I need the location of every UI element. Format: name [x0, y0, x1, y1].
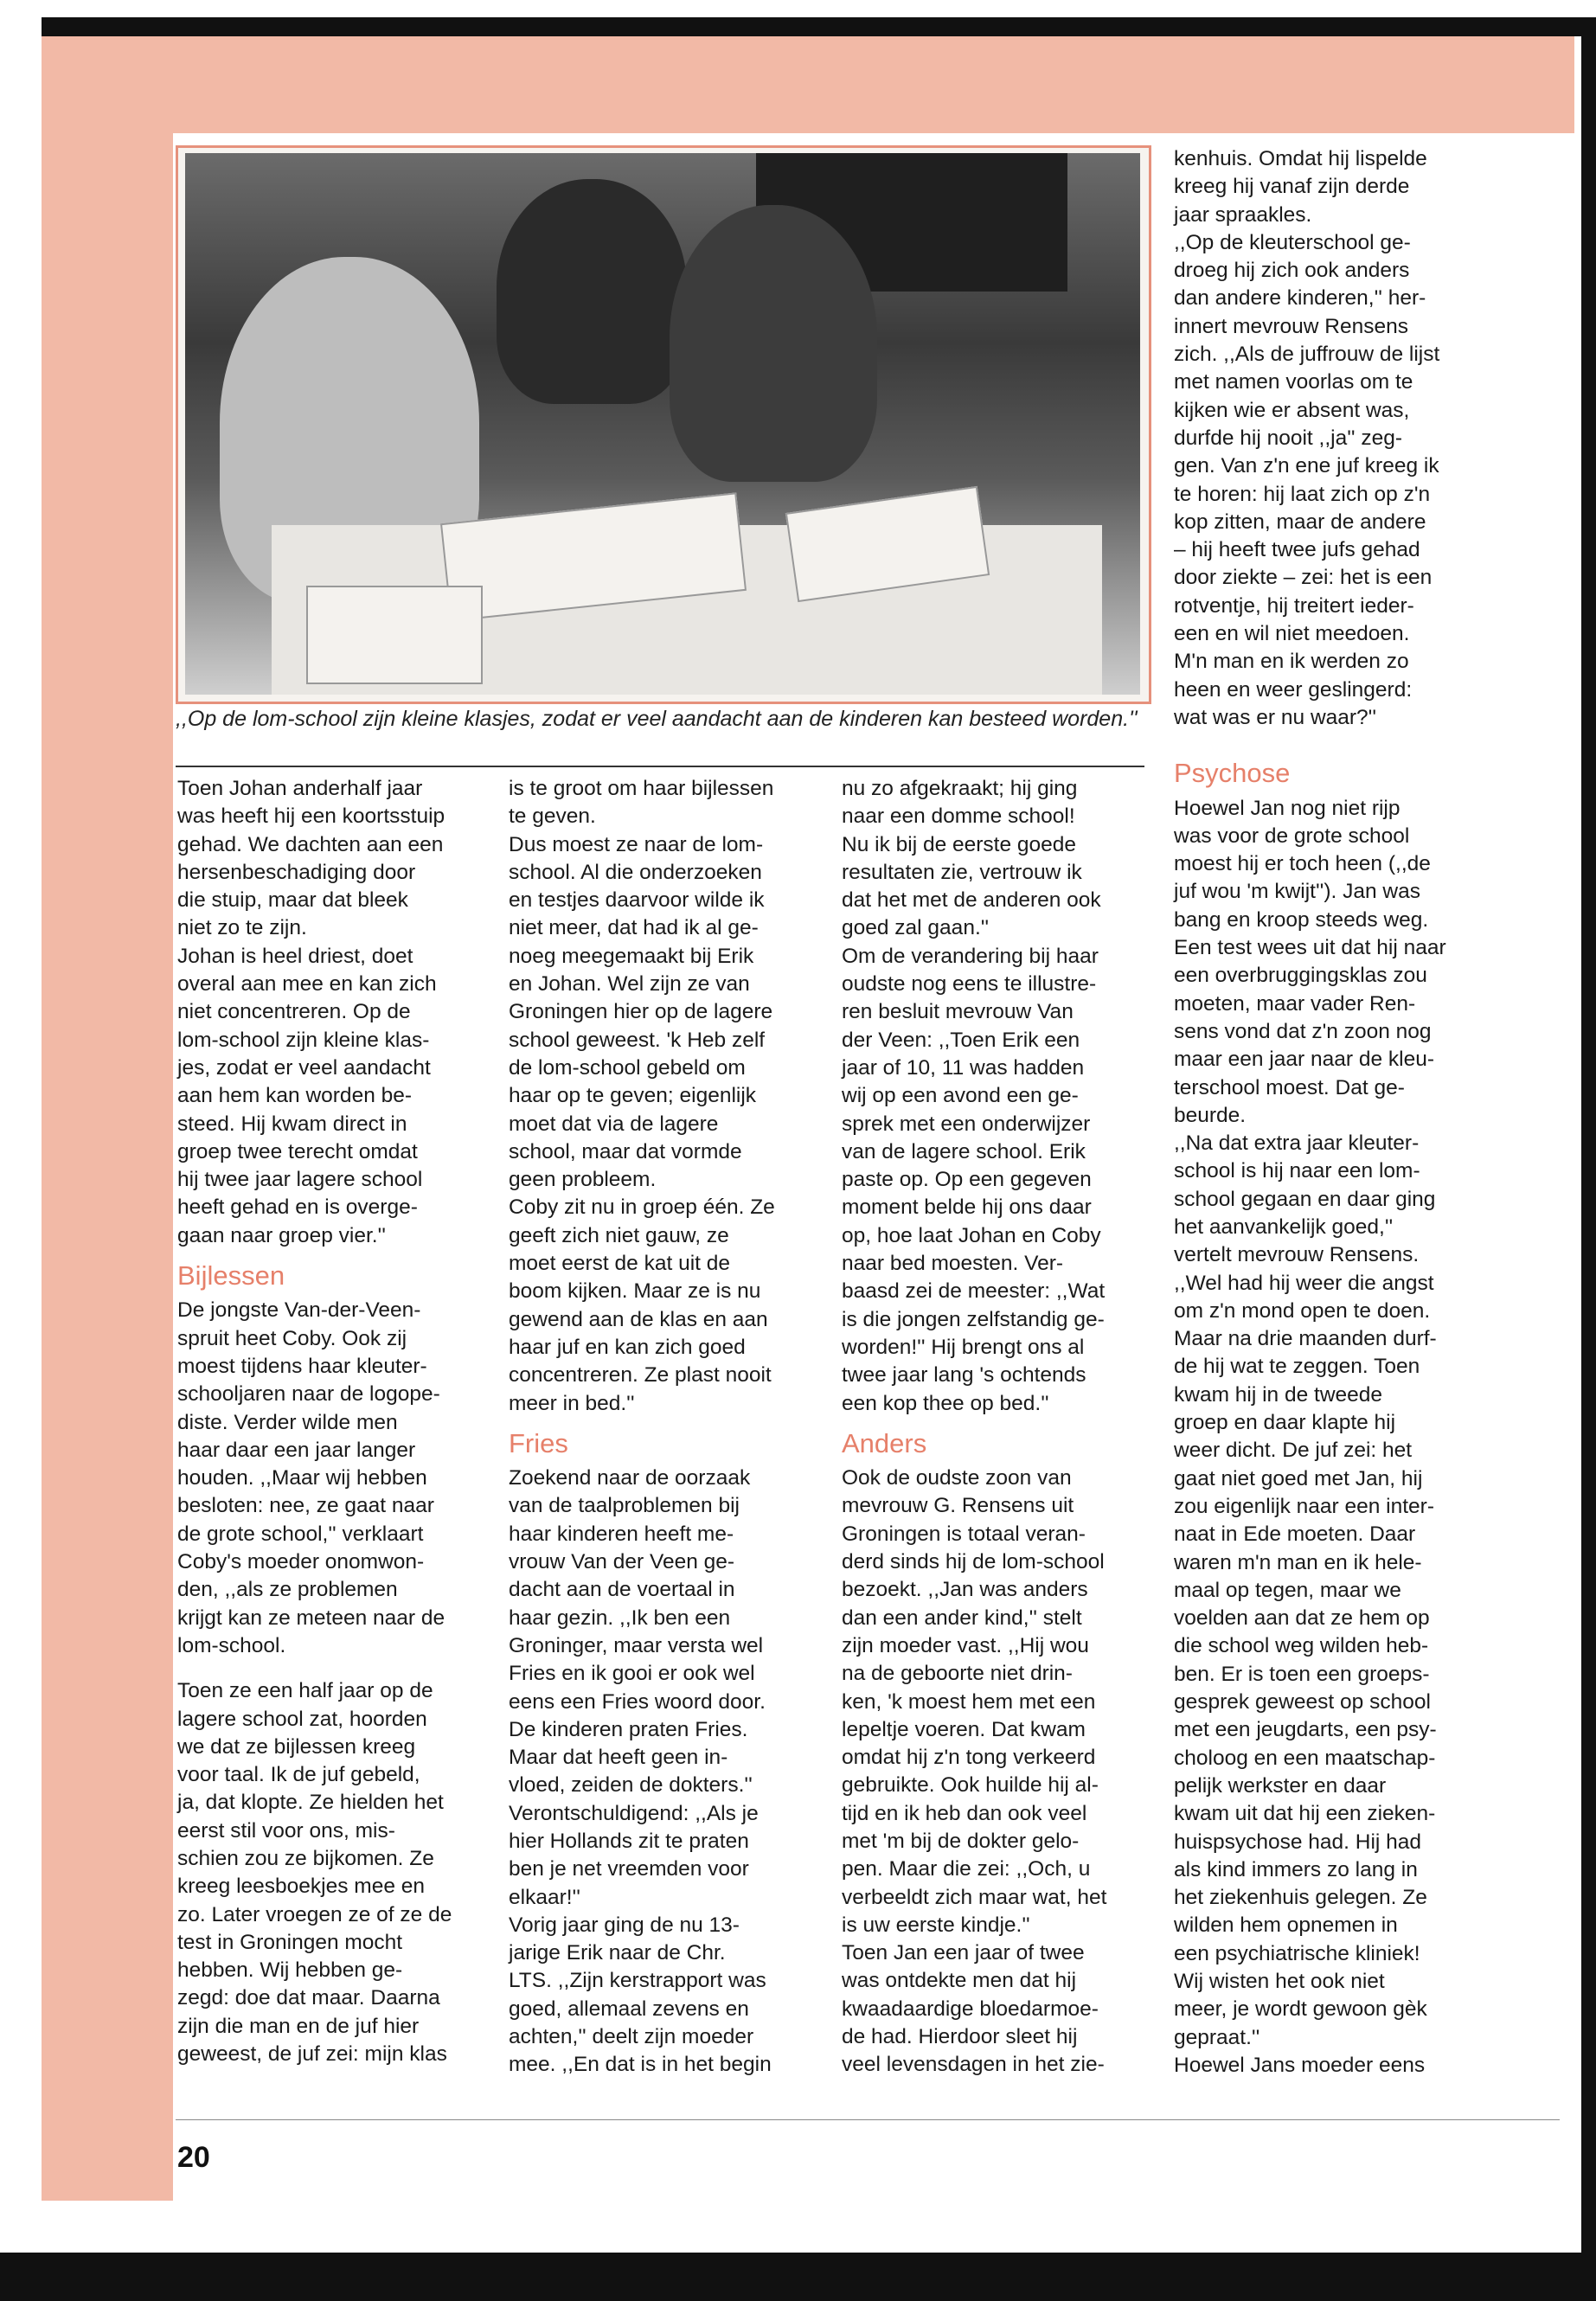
teacher: [497, 179, 687, 404]
column-3: [842, 775, 1153, 2080]
heading-anders: Anders: [842, 1427, 927, 1458]
page-number: 20: [177, 2141, 210, 2174]
caption-rule: [176, 766, 1144, 767]
pink-border-left: [42, 133, 173, 2201]
col4-paragraph-1: kenhuis. Omdat hij lispelde kreeg hij vanaf zijn derde jaar spraakles. ,,Op de kleuterschool ge- droeg hij zich ook anders dan andere kinderen,'' her- innert mevrouw Rensens zich. ,,Als de juffrouw de lijst met namen voorlas om te kijken wie er absent was, durfde hij nooit ,,ja'' zeg- gen. Van z'n ene juf kreeg ik te horen: hij laat zich op z'n kop zitten, maar de andere – hij heeft twee jufs gehad door ziekte – zei: het is een rotventje, hij treitert ieder- een en wil niet meedoen. M'n man en ik werden zo heen en weer geslingerd: wat was er nu waar?'': [1174, 147, 1440, 729]
col2-paragraph-2: Zoekend naar de oorzaak van de taalproblemen bij haar kinderen heeft me- vrouw Van der Veen ge- dacht aan de voertaal in haar gezin. ,,Ik ben een Groninger, maar versta wel Fries en ik gooi er ook wel eens een Fries woord door. De kinderen praten Fries. Maar dat heeft geen in- vloed, zeiden de dokters.'' Verontschuldigend: ,,Als je hier Hollands zit te praten ben je net vreemden voor elkaar!'' Vorig jaar ging de nu 13- jarige Erik naar de Chr. LTS. ,,Zijn kerstrapport was goed, allemaal zevens en achten,'' deelt zijn moeder mee. ,,En dat is in het begin: [509, 1466, 772, 2077]
photo: [176, 145, 1151, 704]
column-4: [1174, 145, 1485, 2080]
scan-border-top: [42, 17, 1596, 36]
col2-paragraph-1: is te groot om haar bijlessen te geven. Dus moest ze naar de lom- school. Al die onderzoeken en testjes daarvoor wilde ik niet meer, dat had ik al ge- noeg meegemaakt bij Erik en Johan. Wel zijn ze van Groningen hier op de lagere school geweest. 'k Heb zelf de lom-school gebeld om haar op te geven; eigenlijk moet dat via de lagere school, maar dat vormde geen probleem. Coby zit nu in groep één. Ze geeft zich niet gauw, ze moet eerst de kat uit de boom kijken. Maar ze is nu gewend aan de klas en aan haar juf en kan zich goed concentreren. Ze plast nooit meer in bed.'': [509, 777, 775, 1415]
classroom-photo: [185, 153, 1140, 695]
col4-paragraph-2: Hoewel Jan nog niet rijp was voor de grote school moest hij er toch heen (,,de juf wou 'm kwijt''). Jan was bang en kroop steeds weg. Een test wees uit dat hij naar een overbruggingsklas zou moeten, maar vader Ren- sens vond dat z'n zoon nog maar een jaar naar de kleu- terschool moest. Dat ge- beurde. ,,Na dat extra jaar kleuter- school is hij naar een lom- school gegaan en daar ging het aanvankelijk goed,'' vertelt mevrouw Rensens. ,,Wel had hij weer die angst om z'n mond open te doen. Maar na drie maanden durf- de hij wat te zeggen. Toen kwam hij in de tweede groep en daar klapte hij weer dicht. De juf zei: het gaat niet goed met Jan, hij zou eigenlijk naar een inter- naat in Ede moeten. Daar waren m'n man en ik hele- maal op tegen, maar we voelden aan dat ze hem op die school weg wilden heb- ben. Er is toen een groeps- gesprek geweest op school met een jeugdarts, een psy- choloog en een maatschap- pelijk werkster en daar kwam uit dat hij een zieken- huispsychose had. Hij had als kind immers zo lang in het ziekenhuis gelegen. Ze wilden hem opnemen in een psychiatrische kliniek! Wij wisten het ook niet meer, je wordt gewoon gèk gepraat.'' Hoewel Jans moeder eens: [1174, 796, 1446, 2077]
heading-fries: Fries: [509, 1427, 568, 1458]
col1-paragraph-2: De jongste Van-der-Veen- spruit heet Coby. Ook zij moest tijdens haar kleuter- schooljaren naar de logope- diste. Verder wilde men haar daar een jaar langer houden. ,,Maar wij hebben besloten: nee, ze gaat naar de grote school,'' verklaart Coby's moeder onomwon- den, ,,als ze problemen krijgt kan ze meteen naar de lom-school.: [177, 1298, 445, 1657]
pink-border-top: [42, 36, 1574, 133]
photo-caption: ,,Op de lom-school zijn kleine klasjes, zodat er veel aandacht aan de kinderen kan besteed worden.'': [176, 707, 1138, 731]
col3-paragraph-2: Ook de oudste zoon van mevrouw G. Rensens uit Groningen is totaal veran- derd sinds hij de lom-school bezoekt. ,,Jan was anders dan een ander kind,'' stelt zijn moeder vast. ,,Hij wou na de geboorte niet drin- ken, 'k moest hem met een lepeltje voeren. Dat kwam omdat hij z'n tong verkeerd gebruikte. Ook huilde hij al- tijd en ik heb dan ook veel met 'm bij de dokter gelo- pen. Maar die zei: ,,Och, u verbeeldt zich maar wat, het is uw eerste kindje.'' Toen Jan een jaar of twee was ontdekte men dat hij kwaadaardige bloedarmoe- de had. Hierdoor sleet hij veel levensdagen in het zie-: [842, 1466, 1107, 2077]
column-1: [177, 775, 489, 2068]
heading-psychose: Psychose: [1174, 758, 1291, 789]
col3-paragraph-1: nu zo afgekraakt; hij ging naar een domme school! Nu ik bij de eerste goede resultaten zie, vertrouw ik dat het met de anderen ook goed zal gaan.'' Om de verandering bij haar oudste nog eens te illustre- ren besluit mevrouw Van der Veen: ,,Toen Erik een jaar of 10, 11 was hadden wij op een avond een ge- sprek met een onderwijzer van de lagere school. Erik paste op. Op een gegeven moment belde hij ons daar op, hoe laat Johan en Coby naar bed moesten. Ver- baasd zei de meester: ,,Wat is die jongen zelfstandig ge- worden!'' Hij brengt ons al twee jaar lang 's ochtends een kop thee op bed.'': [842, 777, 1106, 1415]
col1-paragraph-3: Toen ze een half jaar op de lagere school zat, hoorden we dat ze bijlessen kreeg voor taal. Ik de juf gebeld, ja, dat klopte. Ze hielden het eerst stil voor ons, mis- schien zou ze bijkomen. Ze kreeg leesboekjes mee en zo. Later vroegen ze of ze de test in Groningen mocht hebben. Wij hebben ge- zegd: doe dat maar. Daarna zijn die man en de juf hier geweest, de juf zei: mijn klas: [177, 1679, 452, 2067]
bottom-rule: [176, 2119, 1560, 2120]
col1-paragraph-1: Toen Johan anderhalf jaar was heeft hij een koortsstuip gehad. We dachten aan een hersenbeschadiging door die stuip, maar dat bleek niet zo te zijn. Johan is heel driest, doet overal aan mee en kan zich niet concentreren. Op de lom-school zijn kleine klas- jes, zodat er veel aandacht aan hem kan worden be- steed. Hij kwam direct in groep twee terecht omdat hij twee jaar lagere school heeft gehad en is overge- gaan naar groep vier.'': [177, 777, 445, 1247]
scan-border-right: [1581, 17, 1596, 2301]
scan-border-bottom: [0, 2253, 1596, 2301]
scan-margin: [0, 0, 42, 2253]
notebook: [306, 586, 483, 684]
column-2: [509, 775, 820, 2080]
child-right: [670, 205, 877, 482]
heading-bijlessen: Bijlessen: [177, 1260, 285, 1292]
